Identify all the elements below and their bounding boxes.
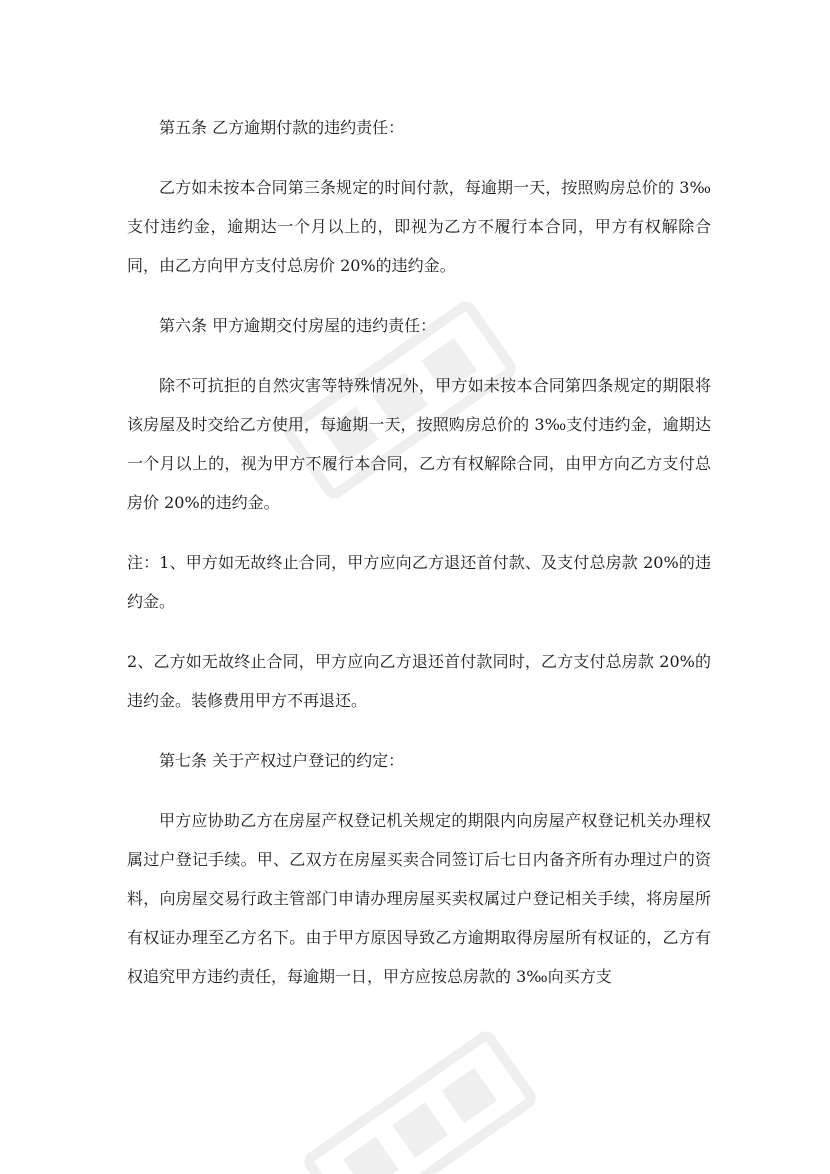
note-2: 2、乙方如无故终止合同，甲方应向乙方退还首付款同时，乙方支付总房款 20%的违约金。装修费用甲方不再退还。 bbox=[127, 652, 711, 710]
section-7-heading: 第七条 关于产权过户登记的约定： bbox=[159, 751, 405, 770]
section-6-body: 除不可抗拒的自然灾害等特殊情况外，甲方如未按本合同第四条规定的期限将该房屋及时交给乙方使用，每逾期一天，按照购房总价的 3‰支付违约金，逾期达一个月以上的，视为甲方不履行本合同，乙方有权解除合同，由甲方向乙方支付总房价 20%的违约金。 bbox=[127, 376, 711, 512]
watermark-logo-icon bbox=[270, 980, 570, 1174]
section-6-heading: 第六条 甲方逾期交付房屋的违约责任： bbox=[159, 316, 437, 335]
note-1: 注：1、甲方如无故终止合同，甲方应向乙方退还首付款、及支付总房款 20%的违约金。 bbox=[127, 553, 711, 611]
section-5-body: 乙方如未按本合同第三条规定的时间付款，每逾期一天，按照购房总价的 3‰支付违约金，逾期达一个月以上的，即视为乙方不履行本合同，甲方有权解除合同，由乙方向甲方支付总房价 20%的违约金。 bbox=[127, 178, 711, 275]
section-5-heading: 第五条 乙方逾期付款的违约责任： bbox=[159, 118, 405, 137]
document-content bbox=[127, 108, 711, 996]
section-7-body: 甲方应协助乙方在房屋产权登记机关规定的期限内向房屋产权登记机关办理权属过户登记手续。甲、乙双方在房屋买卖合同签订后七日内备齐所有办理过户的资料，向房屋交易行政主管部门申请办理房屋买卖权属过户登记相关手续，将房屋所有权证办理至乙方名下。由于甲方原因导致乙方逾期取得房屋所有权证的，乙方有权追究甲方违约责任，每逾期一日，甲方应按总房款的 3‰向买方支 bbox=[127, 811, 711, 986]
